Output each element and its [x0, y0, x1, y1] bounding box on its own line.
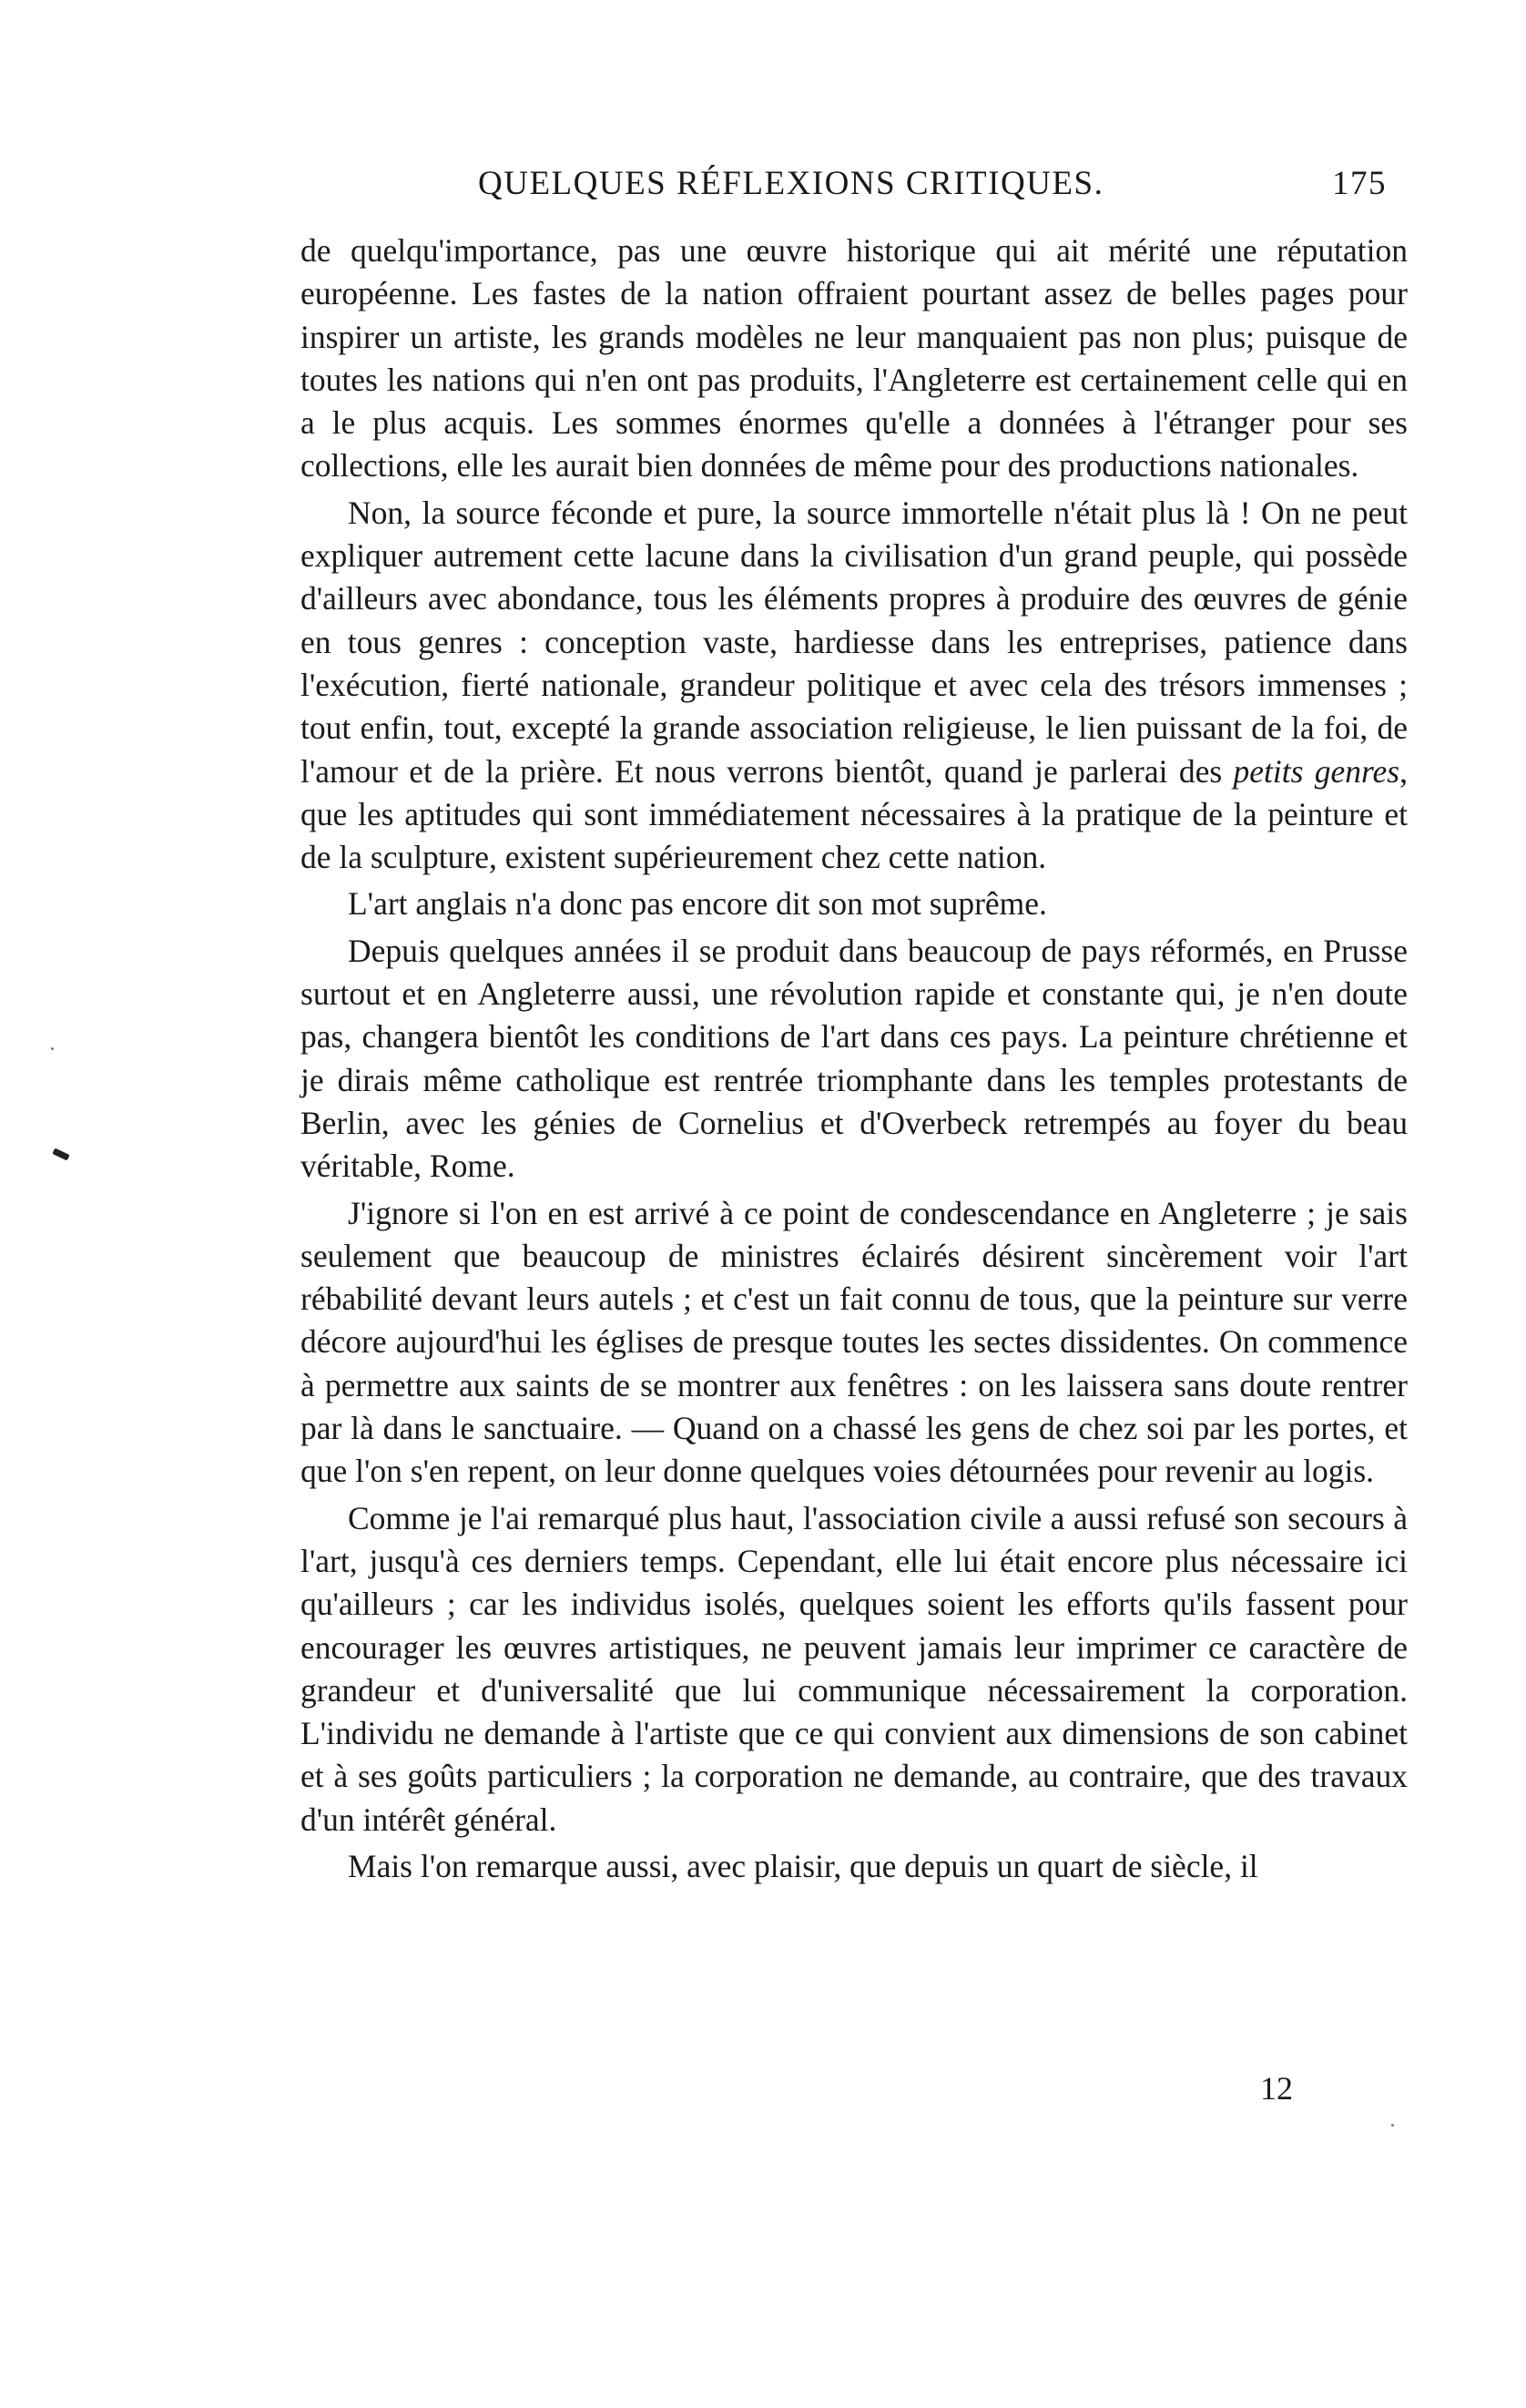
- page-number: 175: [1332, 165, 1387, 202]
- paragraph-text: de quelqu'importance, pas une œuvre historique qui ait mérité une réputation européenne. Les fastes de la nation offraient pourtant assez de belles pages pour inspirer un artiste, les grands modèles ne leur manquaient pas non plus; puisque de toutes les nations qui n'en ont pas produits, l'Angleterre est certainement celle qui en a le plus acquis. Les sommes énormes qu'elle a données à l'étranger pour ses collections, elle les aurait bien données de même pour des productions nationales.: [300, 232, 1408, 485]
- paragraph: [300, 930, 1408, 1189]
- paragraph: [300, 230, 1408, 488]
- margin-dot: [1391, 2124, 1394, 2127]
- paragraph-text: Mais l'on remarque aussi, avec plaisir, que depuis un quart de siècle, il: [348, 1847, 1258, 1884]
- body-text: [300, 230, 1408, 1892]
- running-head: [478, 164, 1389, 209]
- paragraph-text: Comme je l'ai remarqué plus haut, l'association civile a aussi refusé son secours à l'art, jusqu'à ces derniers temps. Cependant, elle lui était encore plus nécessaire ici qu'ailleurs ; car les individus isolés, quelques soient les efforts qu'ils fassent pour encourager les œuvres artistiques, ne peuvent jamais leur imprimer ce caractère de grandeur et d'universalité que lui communique nécessairement la corporation. L'individu ne demande à l'artiste que ce qui convient aux dimensions de son cabinet et à ses goûts particuliers ; la corporation ne demande, au contraire, que des travaux d'un intérêt général.: [300, 1499, 1408, 1838]
- paragraph: [300, 883, 1408, 925]
- paragraph-text: L'art anglais n'a donc pas encore dit son mot suprême.: [348, 885, 1047, 923]
- paragraph-text: , que les aptitudes qui sont immédiatement nécessaires à la pratique de la peinture et de la sculpture, existent supérieurement chez cette nation.: [300, 752, 1408, 876]
- paragraph: [300, 492, 1408, 880]
- margin-ink-mark: [52, 1148, 69, 1161]
- paragraph-text: Depuis quelques années il se produit dans beaucoup de pays réformés, en Prusse surtout et en Angleterre aussi, une révolution rapide et constante qui, je n'en doute pas, changera bientôt les conditions de l'art dans ces pays. La peinture chrétienne et je dirais même catholique est rentrée triomphante dans les temples protestants de Berlin, avec les génies de Cornelius et d'Overbeck retrempés au foyer du beau véritable, Rome.: [300, 932, 1408, 1185]
- italic-phrase: petits genres: [1233, 752, 1400, 790]
- paragraph: [300, 1845, 1408, 1888]
- margin-dot: [51, 1047, 54, 1050]
- paragraph-text: Non, la source féconde et pure, la source immortelle n'était plus là ! On ne peut expliquer autrement cette lacune dans la civilisation d'un grand peuple, qui possède d'ailleurs avec abondance, tous les éléments propres à produire des œuvres de génie en tous genres : conception vaste, hardiesse dans les entreprises, patience dans l'exécution, fierté nationale, grandeur politique et avec cela des trésors immenses ; tout enfin, tout, excepté la grande association religieuse, le lien puissant de la foi, de l'amour et de la prière. Et nous verrons bientôt, quand je parlerai des: [300, 494, 1408, 790]
- paragraph: [300, 1192, 1408, 1494]
- running-head-title: QUELQUES RÉFLEXIONS CRITIQUES.: [478, 165, 1104, 202]
- signature-mark: 12: [1260, 2070, 1293, 2107]
- paragraph: [300, 1497, 1408, 1842]
- paragraph-text: J'ignore si l'on en est arrivé à ce point de condescendance en Angleterre ; je sais seulement que beaucoup de ministres éclairés désirent sincèrement voir l'art rébabilité devant leurs autels ; et c'est un fait connu de tous, que la peinture sur verre décore aujourd'hui les églises de presque toutes les sectes dissidentes. On commence à permettre aux saints de se montrer aux fenêtres : on les laissera sans doute rentrer par là dans le sanctuaire. — Quand on a chassé les gens de chez soi par les portes, et que l'on s'en repent, on leur donne quelques voies détournées pour revenir au logis.: [300, 1194, 1408, 1490]
